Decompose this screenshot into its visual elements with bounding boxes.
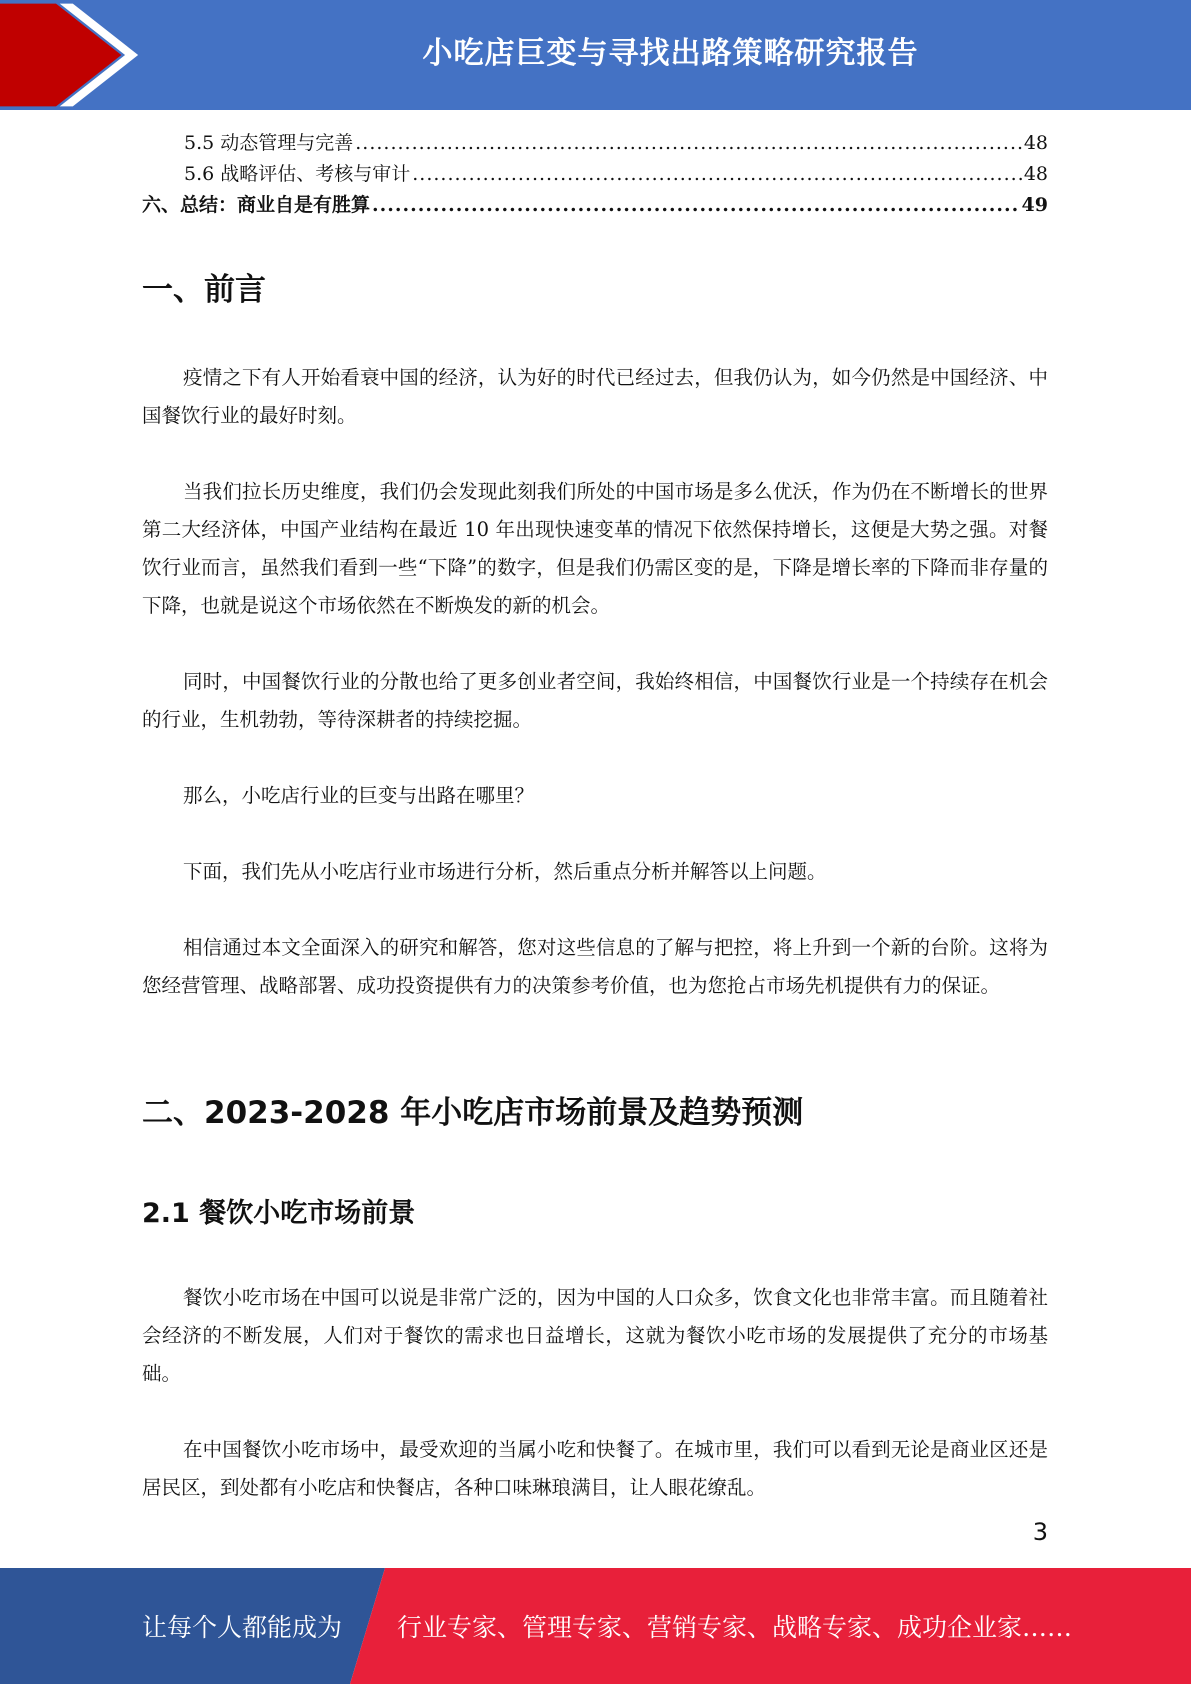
toc-entry-page: 48 [1023,163,1048,185]
paragraph: 下面，我们先从小吃店行业市场进行分析，然后重点分析并解答以上问题。 [183,860,827,883]
paragraph: 当我们拉长历史维度，我们仍会发现此刻我们所处的中国市场是多么优沃，作为仍在不断增长的世界第二大经济体，中国产业结构在最近 10 年出现快速变革的情况下依然保持增长，这便是大势之强。对餐饮行业而言，虽然我们看到一些“下降”的数字，但是我们仍需区变的是，下降是增长率的下降而非存量的下降，也就是说这个市场依然在不断焕发的新的机会。 [142,480,1048,617]
paragraph: 同时，中国餐饮行业的分散也给了更多创业者空间，我始终相信，中国餐饮行业是一个持续存在机会的行业，生机勃勃，等待深耕者的持续挖掘。 [142,670,1048,731]
toc-leader-dots [355,132,1022,154]
subsection-heading: 2.1 餐饮小吃市场前景 [142,1198,416,1229]
toc-entry[interactable] [142,159,1048,190]
section-heading: 二、2023-2028 年小吃店市场前景及趋势预测 [142,1095,804,1131]
paragraph: 相信通过本文全面深入的研究和解答，您对这些信息的了解与把控，将上升到一个新的台阶。这将为您经营管理、战略部署、成功投资提供有力的决策参考价值，也为您抢占市场先机提供有力的保证。 [142,936,1048,997]
footer-band [0,1568,1191,1684]
paragraph: 在中国餐饮小吃市场中，最受欢迎的当属小吃和快餐了。在城市里，我们可以看到无论是商业区还是居民区，到处都有小吃店和快餐店，各种口味琳琅满目，让人眼花缭乱。 [142,1438,1048,1499]
toc-entry-label: 六、总结：商业自是有胜算 [142,194,371,216]
report-title: 小吃店巨变与寻找出路策略研究报告 [422,36,919,71]
toc-entry-page: 48 [1023,132,1048,154]
toc-entry[interactable] [142,128,1048,159]
toc-entry-label: 5.6 战略评估、考核与审计 [184,163,411,185]
toc-leader-dots [412,163,1022,185]
section-heading: 一、前言 [142,272,266,308]
footer-slogan-left: 让每个人都能成为 [142,1613,343,1642]
toc-leader-dots [372,194,1020,216]
paragraph: 疫情之下有人开始看衰中国的经济，认为好的时代已经过去，但我仍认为，如今仍然是中国经济、中国餐饮行业的最好时刻。 [142,366,1048,427]
page-number: 3 [1032,1518,1048,1546]
toc-entry[interactable] [142,190,1048,221]
toc-entry-label: 5.5 动态管理与完善 [184,132,354,154]
paragraph: 餐饮小吃市场在中国可以说是非常广泛的，因为中国的人口众多，饮食文化也非常丰富。而且随着社会经济的不断发展，人们对于餐饮的需求也日益增长，这就为餐饮小吃市场的发展提供了充分的市场基础。 [142,1286,1048,1385]
toc-entry-page: 49 [1021,194,1048,216]
footer-slogan-right: 行业专家、管理专家、营销专家、战略专家、成功企业家…… [397,1613,1073,1642]
table-of-contents [142,128,1048,221]
header-band [0,0,1191,110]
paragraph: 那么，小吃店行业的巨变与出路在哪里？ [183,784,535,807]
